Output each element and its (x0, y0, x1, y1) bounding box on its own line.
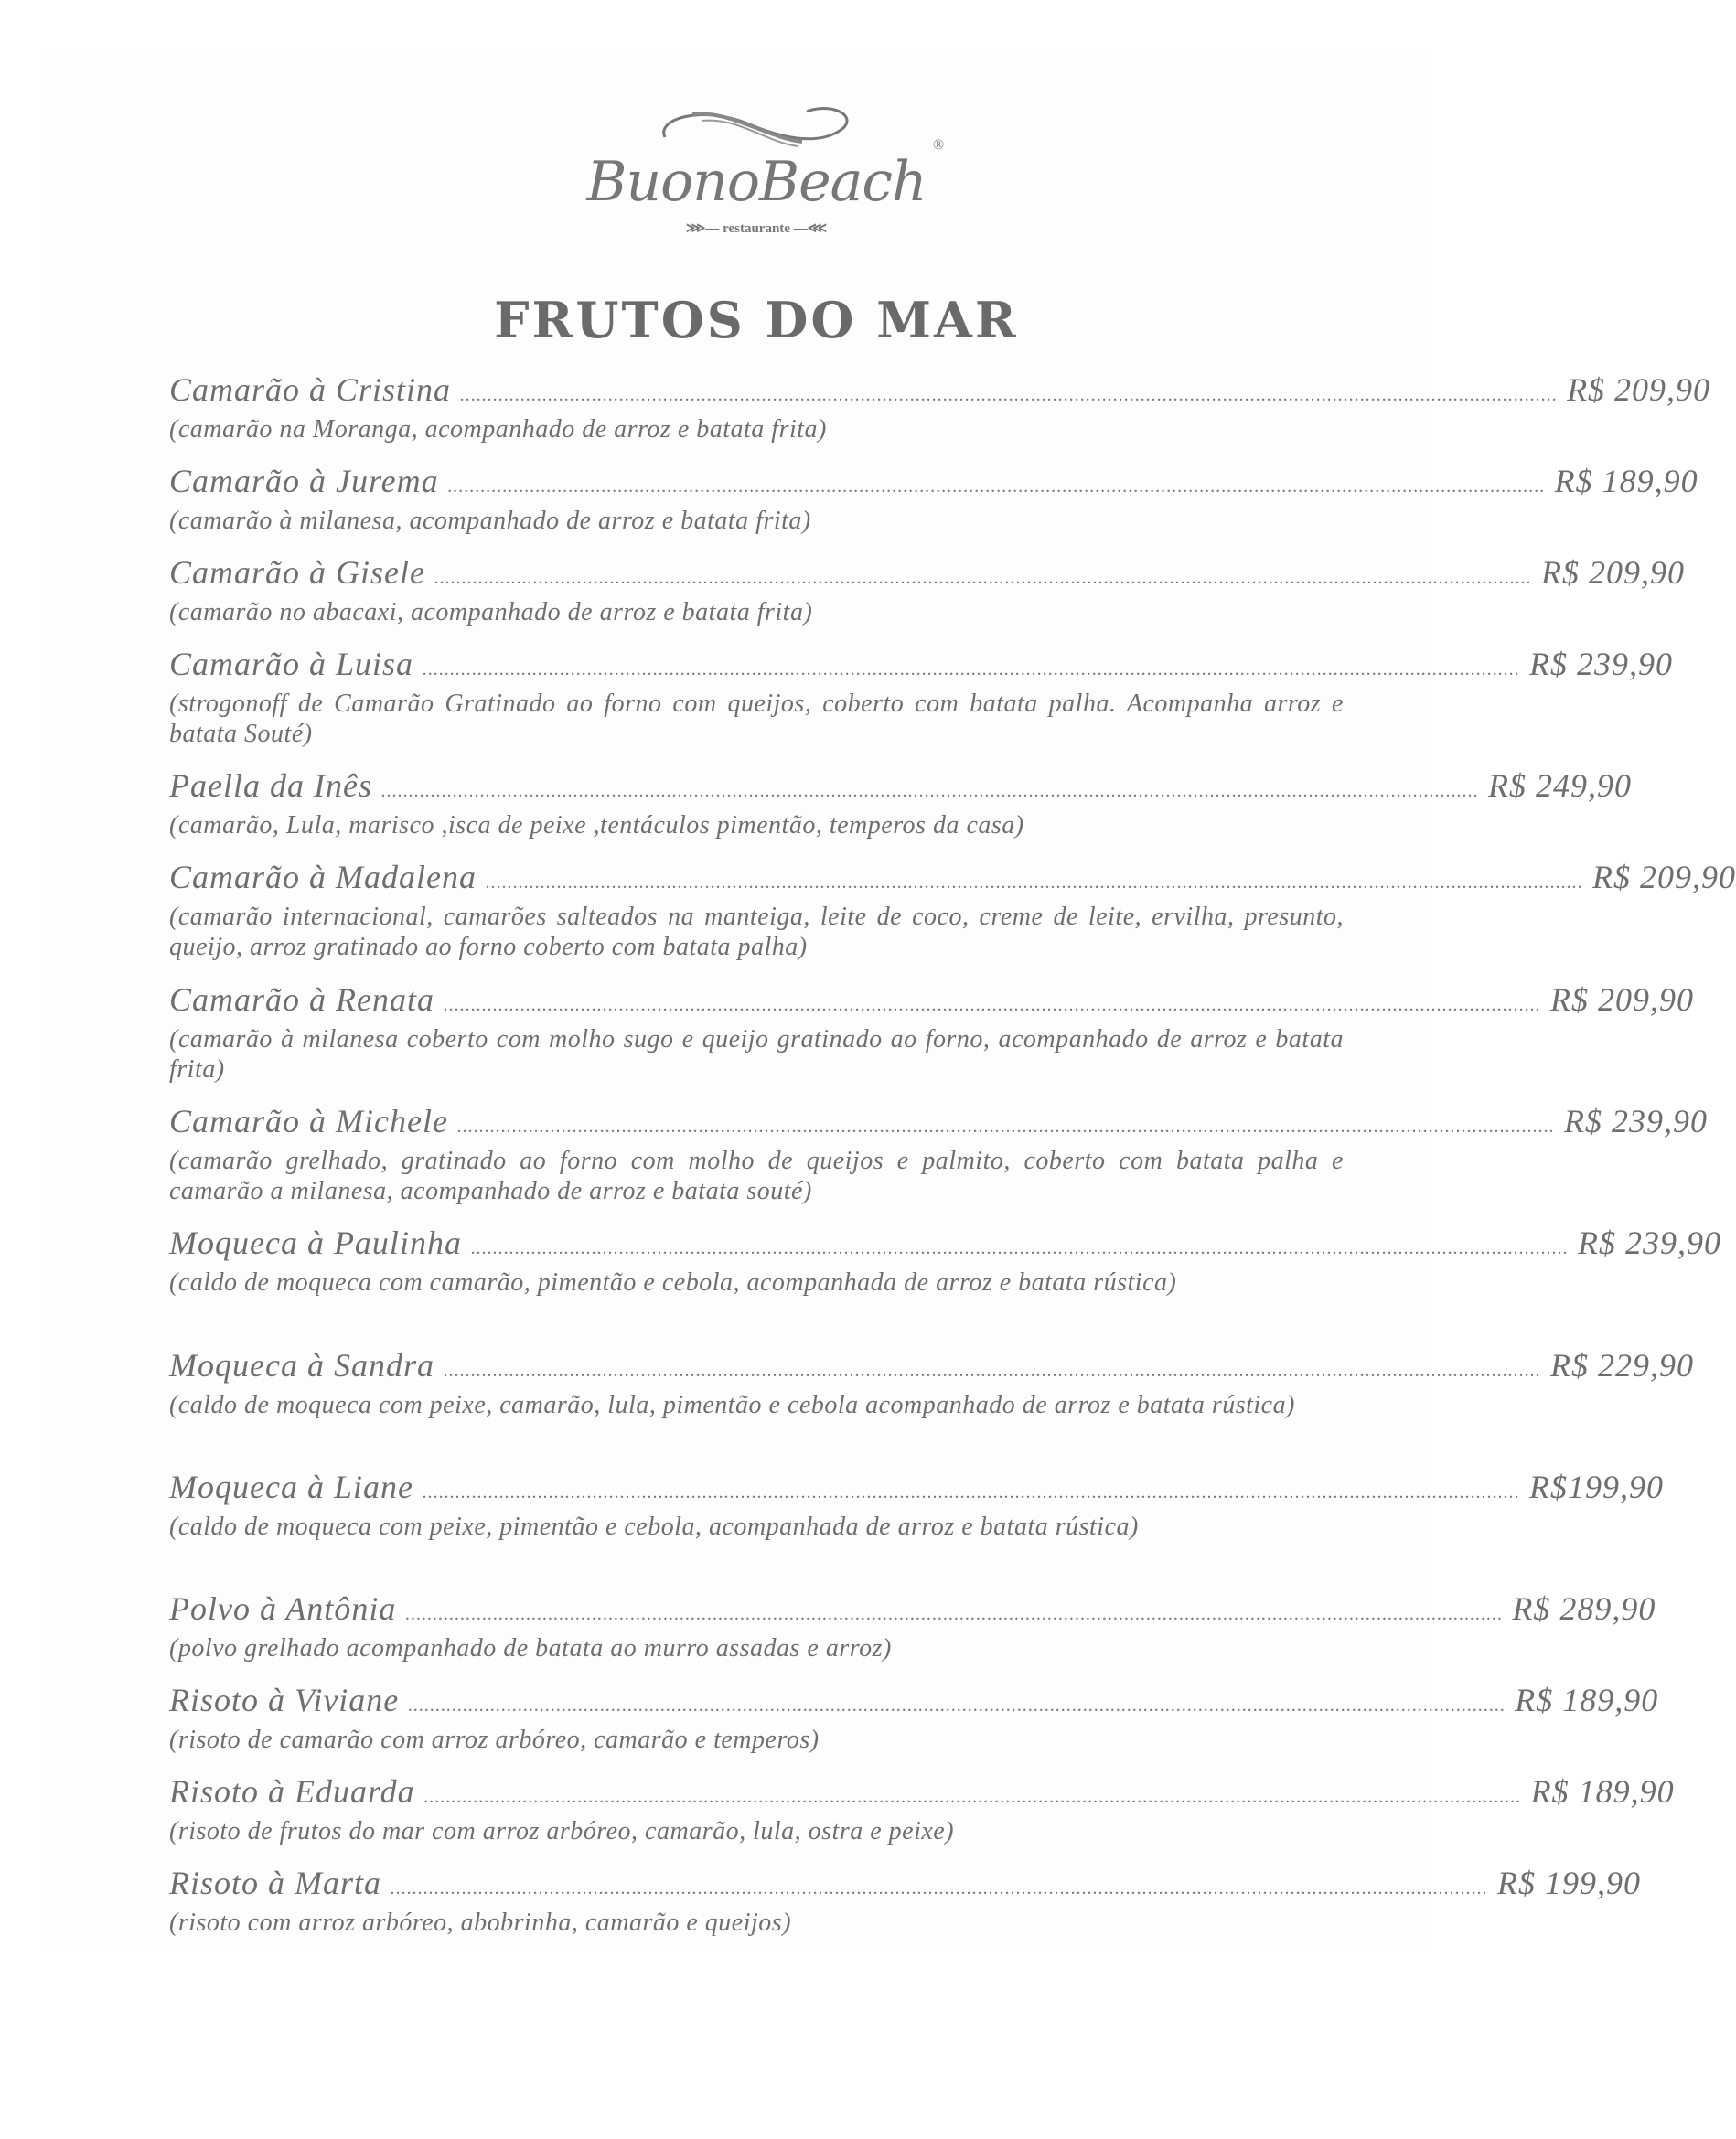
item-price: R$ 199,90 (1497, 1865, 1642, 1901)
item-price: R$ 189,90 (1530, 1773, 1675, 1810)
item-name: Camarão à Madalena (169, 859, 477, 895)
item-name: Camarão à Gisele (169, 554, 425, 591)
item-name: Risoto à Marta (169, 1865, 382, 1901)
item-name: Risoto à Eduarda (169, 1773, 415, 1810)
dot-leader: ........................................................................................................................................................................................................ (391, 1878, 1489, 1898)
item-price: R$ 239,90 (1563, 1103, 1708, 1139)
item-description: (caldo de moqueca com peixe, pimentão e cebola, acompanhada de arroz e batata rústica) (169, 1513, 1139, 1541)
item-description: (risoto com arroz arbóreo, abobrinha, camarão e queijos) (169, 1909, 792, 1937)
menu-item (169, 1681, 1659, 1755)
item-price: R$ 209,90 (1592, 859, 1736, 895)
dot-leader: ........................................................................................................................................................................................................ (423, 1787, 1522, 1807)
item-name: Camarão à Jurema (169, 463, 439, 499)
registered-mark: ® (933, 137, 945, 153)
item-description: (camarão no abacaxi, acompanhado de arroz e batata frita) (169, 598, 813, 626)
item-description: (risoto de camarão com arroz arbóreo, camarão e temperos) (169, 1726, 820, 1754)
item-price: R$ 189,90 (1515, 1682, 1659, 1718)
dot-leader: ........................................................................................................................................................................................................ (408, 1695, 1506, 1716)
item-name: Camarão à Renata (169, 981, 434, 1018)
item-description: (camarão à milanesa coberto com molho sugo e queijo gratinado ao forno, acompanhado de arroz e batata frita) (169, 1025, 1344, 1084)
menu-item (169, 1589, 1656, 1663)
item-price: R$ 209,90 (1541, 554, 1685, 591)
brand-logo (0, 101, 1513, 237)
subtitle-text: restaurante (723, 221, 790, 236)
menu-item (169, 462, 1698, 536)
menu-item (169, 1772, 1675, 1846)
item-description: (caldo de moqueca com peixe, camarão, lula, pimentão e cebola acompanhado de arroz e batata rústica) (169, 1391, 1295, 1419)
menu-item (169, 1102, 1708, 1206)
item-price: R$ 239,90 (1577, 1225, 1721, 1261)
item-price: R$ 239,90 (1529, 646, 1674, 682)
item-name: Moqueca à Liane (169, 1469, 413, 1505)
item-name: Moqueca à Sandra (169, 1347, 434, 1384)
brand-subtitle: ⋙— restaurante —⋘ (685, 221, 828, 236)
dot-leader: ........................................................................................................................................................................................................ (443, 1361, 1541, 1381)
item-description: (polvo grelhado acompanhado de batata ao murro assadas e arroz) (169, 1634, 892, 1663)
item-price: R$ 289,90 (1512, 1590, 1656, 1627)
item-row (169, 645, 1674, 689)
item-price: R$ 189,90 (1554, 463, 1698, 499)
menu-item (169, 766, 1632, 840)
section-title: FRUTOS DO MAR (494, 291, 1019, 349)
menu-item (169, 553, 1685, 627)
item-description: (camarão à milanesa, acompanhado de arroz e batata frita) (169, 507, 811, 535)
menu-item (169, 645, 1674, 749)
item-name: Camarão à Cristina (169, 371, 452, 408)
menu-item (169, 370, 1711, 444)
menu-item (169, 1224, 1721, 1298)
item-name: Paella da Inês (169, 767, 372, 804)
item-row (169, 980, 1694, 1024)
item-description: (camarão, Lula, marisco ,isca de peixe ,tentáculos pimentão, temperos da casa) (169, 811, 1024, 840)
swirl-ornament-icon (647, 101, 866, 155)
brand-name: BuonoBeach (586, 150, 927, 214)
item-price: R$ 209,90 (1567, 371, 1711, 408)
menu-item (169, 1346, 1694, 1420)
dot-leader: ........................................................................................................................................................................................................ (447, 476, 1546, 497)
dot-leader: ........................................................................................................................................................................................................ (422, 1482, 1520, 1503)
item-price: R$ 209,90 (1550, 981, 1694, 1018)
item-row (169, 553, 1685, 597)
item-row (169, 462, 1698, 506)
item-price: R$ 249,90 (1487, 767, 1632, 804)
item-description: (strogonoff de Camarão Gratinado ao forno com queijos, coberto com batata palha. Acompanha arroz e batata Souté) (169, 690, 1344, 748)
item-name: Risoto à Viviane (169, 1682, 400, 1718)
menu-item (169, 1864, 1642, 1938)
item-description: (risoto de frutos do mar com arroz arbóreo, camarão, lula, ostra e peixe) (169, 1817, 955, 1845)
dot-leader: ........................................................................................................................................................................................................ (470, 1238, 1569, 1258)
item-row (169, 370, 1711, 414)
menu-item (169, 858, 1736, 962)
item-row (169, 1681, 1659, 1725)
item-row (169, 1772, 1675, 1816)
item-description: (camarão na Moranga, acompanhado de arroz e batata frita) (169, 415, 827, 444)
item-row (169, 1102, 1708, 1146)
item-row (169, 766, 1632, 810)
item-price: R$199,90 (1528, 1469, 1664, 1505)
dot-leader: ........................................................................................................................................................................................................ (456, 1117, 1555, 1137)
dot-leader: ........................................................................................................................................................................................................ (380, 781, 1479, 801)
dot-leader: ........................................................................................................................................................................................................ (460, 385, 1559, 405)
item-description: (camarão grelhado, gratinado ao forno com molho de queijos e palmito, coberto com batata palha e camarão a milanesa, acompanhado de arroz e batata souté) (169, 1147, 1344, 1205)
menu-item (169, 980, 1694, 1085)
item-row (169, 1468, 1664, 1512)
dot-leader: ........................................................................................................................................................................................................ (486, 872, 1583, 893)
item-description: (camarão internacional, camarões salteados na manteiga, leite de coco, creme de leite, ervilha, presunto, queijo, arroz gratinado ao forno coberto com batata palha) (169, 903, 1344, 961)
item-row (169, 1589, 1656, 1633)
item-row (169, 1346, 1694, 1390)
dot-leader: ........................................................................................................................................................................................................ (434, 568, 1532, 588)
item-row (169, 1864, 1642, 1908)
item-name: Camarão à Luisa (169, 646, 414, 682)
dot-leader: ........................................................................................................................................................................................................ (405, 1604, 1504, 1624)
item-row (169, 1224, 1721, 1267)
item-name: Moqueca à Paulinha (169, 1225, 462, 1261)
menu-item (169, 1468, 1664, 1542)
item-name: Polvo à Antônia (169, 1590, 397, 1627)
item-price: R$ 229,90 (1549, 1347, 1694, 1384)
dot-leader: ........................................................................................................................................................................................................ (423, 659, 1521, 679)
item-name: Camarão à Michele (169, 1103, 448, 1139)
item-row (169, 858, 1736, 902)
dot-leader: ........................................................................................................................................................................................................ (444, 995, 1541, 1015)
item-description: (caldo de moqueca com camarão, pimentão e cebola, acompanhada de arroz e batata rústica) (169, 1268, 1177, 1297)
